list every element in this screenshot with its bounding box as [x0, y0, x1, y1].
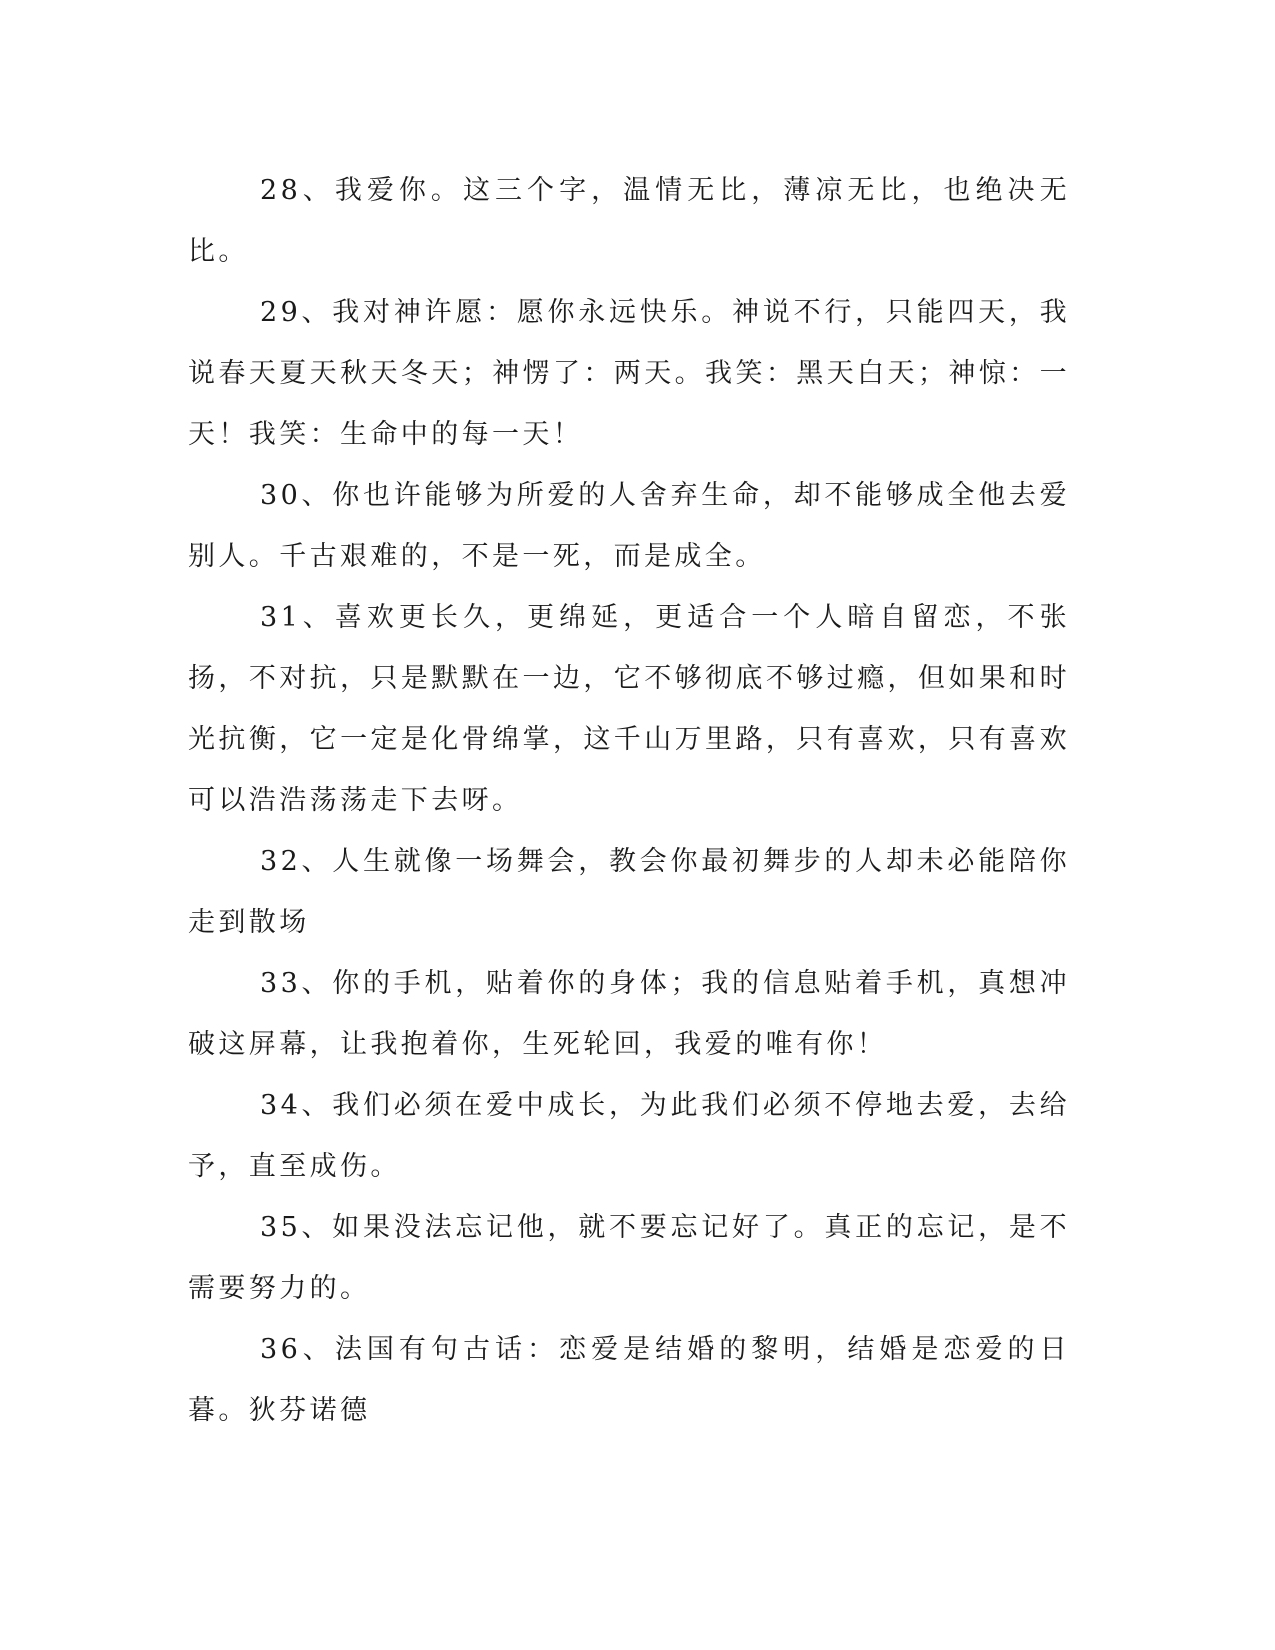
document-body [188, 160, 1070, 1441]
paragraph-34: 34、我们必须在爱中成长，为此我们必须不停地去爱，去给予，直至成伤。 [188, 1090, 1070, 1182]
paragraph-30: 30、你也许能够为所爱的人舍弃生命，却不能够成全他去爱别人。千古艰难的，不是一死，而是成全。 [188, 480, 1070, 572]
paragraph-36: 36、法国有句古话：恋爱是结婚的黎明，结婚是恋爱的日暮。狄芬诺德 [188, 1334, 1070, 1426]
paragraph-33: 33、你的手机，贴着你的身体；我的信息贴着手机，真想冲破这屏幕，让我抱着你，生死轮回，我爱的唯有你！ [188, 968, 1070, 1060]
paragraph-35: 35、如果没法忘记他，就不要忘记好了。真正的忘记，是不需要努力的。 [188, 1212, 1070, 1304]
paragraph-29: 29、我对神许愿：愿你永远快乐。神说不行，只能四天，我说春天夏天秋天冬天；神愣了：两天。我笑：黑天白天；神惊：一天！我笑：生命中的每一天！ [188, 297, 1070, 450]
paragraph-28: 28、我爱你。这三个字，温情无比，薄凉无比，也绝决无比。 [188, 175, 1070, 267]
paragraph-32: 32、人生就像一场舞会，教会你最初舞步的人却未必能陪你走到散场 [188, 846, 1070, 938]
paragraph-31: 31、喜欢更长久，更绵延，更适合一个人暗自留恋，不张扬，不对抗，只是默默在一边，它不够彻底不够过瘾，但如果和时光抗衡，它一定是化骨绵掌，这千山万里路，只有喜欢，只有喜欢可以浩浩荡荡走下去呀。 [188, 602, 1070, 816]
